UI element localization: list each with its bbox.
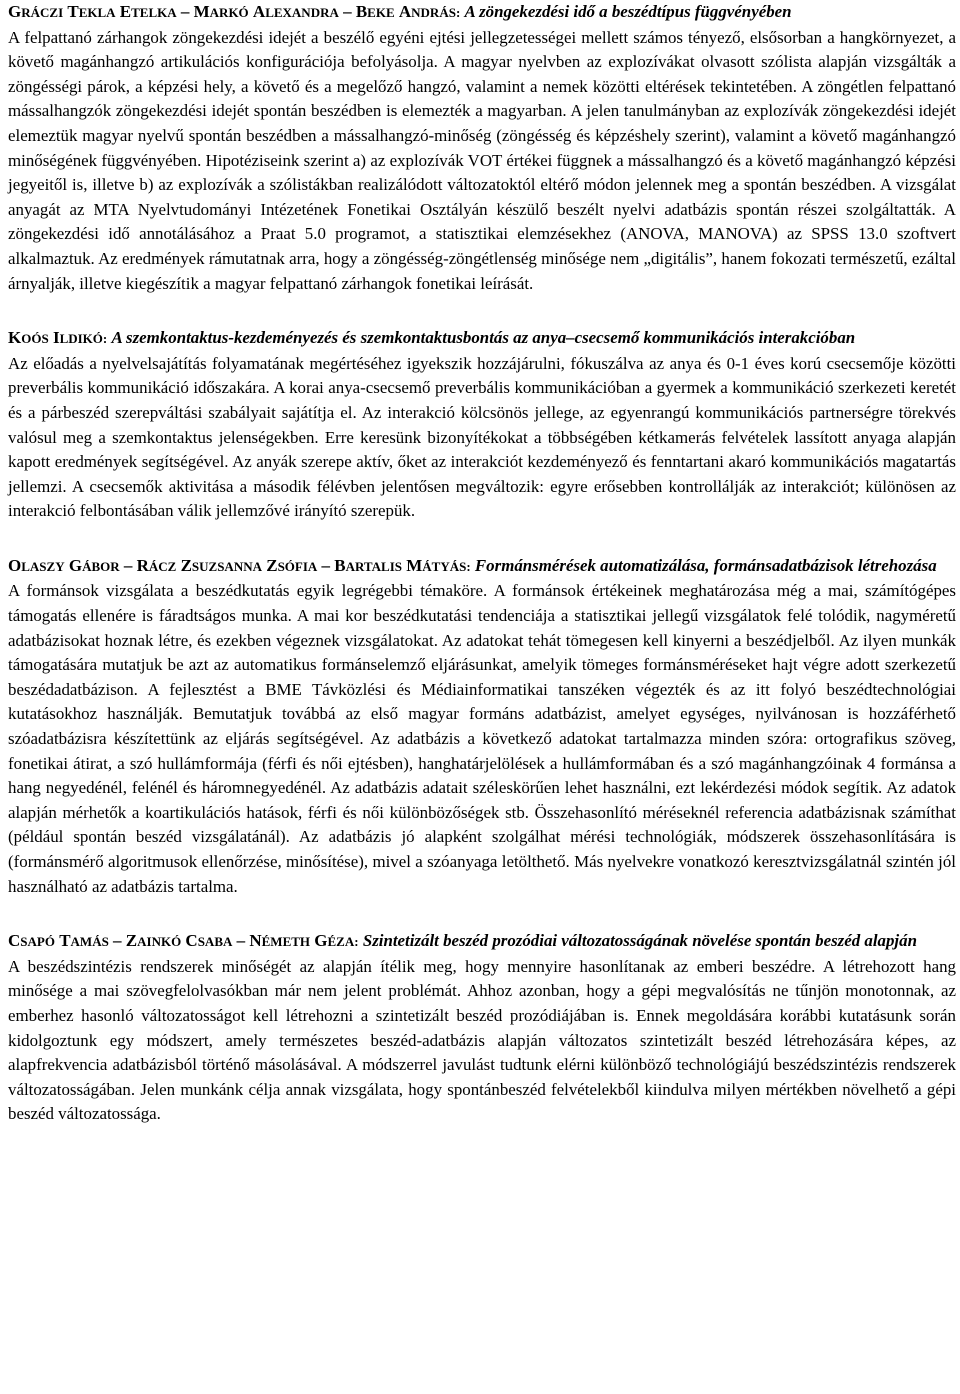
- abstract-heading: [8, 554, 956, 580]
- abstract-title: A szemkontaktus-kezdeményezés és szemkontaktusbontás az anya–csecsemő kommunikációs interakcióban: [111, 328, 856, 348]
- authors-line: KOÓS ILDIKÓ:: [8, 328, 108, 348]
- authors-line: OLASZY GÁBOR – RÁCZ ZSUZSANNA ZSÓFIA – BARTALIS MÁTYÁS:: [8, 555, 471, 575]
- abstract-3: [8, 929, 956, 1127]
- abstract-2: [8, 554, 956, 899]
- abstract-1: [8, 326, 956, 524]
- abstract-body: Az előadás a nyelvelsajátítás folyamatának megértéséhez igyekszik hozzájárulni, fókuszálva az anya és 0-1 éves korú csecsemője közötti preverbális kommunikáció időszakára. A korai anya-csecsemő preverbális kommunikációban a gyermek a kommunikáció szerkezeti keretét és a párbeszéd szerepváltási szabályait sajátítja el. Az interakció kölcsönös jellege, az egyenrangú kommunikációs partnerségre törekvés valósul meg a szemkontaktus jelenségekben. Erre keresünk bizonyítékokat a többségében kétkamerás felvételek lassított anyaga alapján kapott eredmények segítségével. Az anyák szerepe aktív, őket az interakciót kezdeményező és fenntartani akaró kommunikációs magatartás jellemzi. A csecsemők aktivitása a második félévben jelentősen megváltozik: egyre erősebben kontrollálják az interakciót; különösen az interakció felbontásában válik jellemzővé irányító szerepük.: [8, 353, 956, 521]
- abstract-heading: [8, 929, 956, 955]
- document-page: [8, 0, 956, 1127]
- abstract-body: A formánsok vizsgálata a beszédkutatás egyik legrégebbi témaköre. A formánsok értékeinek meghatározása még a mai, számítógépes támogatás ellenére is fáradtságos munka. A mai kor beszédkutatási tendenciája a statisztikai jellegű vizsgálatok felé tolódik, nagyméretű adatbázisokat hoznak létre, és ezekben végeznek vizsgálatokat. Az adatokat tehát tömegesen kell kinyerni a beszédjelből. Az ilyen munkák támogatására mutatjuk be azt az automatikus formánselemző eljárásunkat, amelyik tömeges formánsméréseket hajt végre adott szerkezetű beszédadatbázison. A fejlesztést a BME Távközlési és Médiainformatikai tanszéken végezték és az itt folyó beszédtechnológiai kutatásokhoz használják. Bemutatjuk továbbá az első magyar formáns adatbázist, amelyet egységes, nyilvánosan is hozzáférhető szóadatbázisra készítettünk az eljárás segítségével. Az adatbázis a következő adatokat tartalmazza minden szóra: ortografikus szöveg, fonetikai átirat, a szó hullámformája (férfi és női ejtésben), hanghatárjelölések a hullámformában és a szó magánhangzóinak 4 formánsa a hang negyedénél, felénél és háromnegyedénél. Az adatbázis adatait széleskörűen lehet használni, ezt lekérdezési módok segítik. Az adatok alapján mérhetők a koartikulációs hatások, férfi és női különbözőségek stb. Összehasonlító méréseknél referencia adatbázisnak számíthat (például spontán beszéd vizsgálatánál). Az adatbázis jó alapként szolgálhat mérési technológiák, módszerek összehasonlítására is (formánsmérő algoritmusok ellenőrzése, minősítése), mivel a szóanyaga letölthető. Más nyelvekre vonatkozó keresztvizsgálatnál szintén jól használható az adatbázis tartalma.: [8, 581, 956, 896]
- abstract-heading: [8, 326, 956, 352]
- abstract-heading: [8, 0, 956, 26]
- abstract-body: A beszédszintézis rendszerek minőségét az alapján ítélik meg, hogy mennyire hasonlítanak az emberi beszédre. A létrehozott hang minősége a mai szövegfelolvasókban már nem jelent problémát. Ahhoz azonban, hogy a gépi megvalósítás ne tűnjön monotonnak, az emberhez hasonló változatosságot kell létrehozni a szintetizált beszéd prozódiájában is. Ennek megoldására korábbi kutatásunk során kidolgoztunk egy módszert, amely természetes beszéd-adatbázis alapján változatos szintetizált beszéd létrehozására képes, az alapfrekvencia adatbázisból történő másolásával. A módszerrel javulást tudtunk elérni különböző technológiájú beszédszintézis rendszerek változatosságában. Jelen munkánk célja annak vizsgálata, hogy spontánbeszéd felvételekből kiindulva milyen mértékben növelhető a gépi beszéd változatossága.: [8, 956, 956, 1124]
- abstract-title: A zöngekezdési idő a beszédtípus függvényében: [464, 2, 792, 21]
- authors-line: CSAPÓ TAMÁS – ZAINKÓ CSABA – NÉMETH GÉZA:: [8, 931, 359, 951]
- abstract-body: A felpattanó zárhangok zöngekezdési idejét a beszélő egyéni ejtési jellegzetességei mellett számos tényező, elsősorban a hangkörnyezet, a követő magánhangzó artikulációs konfigurációja befolyásolja. A magyar nyelvben az explozívákat olvasott szólista alapján vizsgálták a zöngésségi párok, a képzési hely, a követő és a megelőző hangzó, valamint a nemek közötti eltérések tekintetében. A zöngétlen felpattanó mássalhangzók zöngekezdési idejét spontán beszédben is elemezték a magyarban. A jelen tanulmányban az explozívák zöngekezdési idejét elemeztük magyar nyelvű spontán beszédben a mássalhangzó-minőség (zöngésség és képzéshely szerint), valamint a követő magánhangzó minőségének függvényében. Hipotéziseink szerint a) az explozívák VOT értékei függnek a mássalhangzó és a követő magánhangzó képzési jegyeitől is, illetve b) az explozívák a szólistákban realizálódott változatoktól eltérő módon jelennek meg a spontán beszédben. A vizsgálat anyagát az MTA Nyelvtudományi Intézetének Fonetikai Osztályán készülő beszélt nyelvi adatbázis spontán részei szolgáltatták. A zöngekezdési idő annotálásához a Praat 5.0 programot, a statisztikai elemzésekhez (ANOVA, MANOVA) az SPSS 13.0 szoftvert alkalmaztuk. Az eredmények rámutatnak arra, hogy a zöngésség-zöngétlenség minősége nem „digitális”, hanem fokozati természetű, ezáltal árnyalják, illetve kiegészítik a magyar felpattanó zárhangok fonetikai leírását.: [8, 27, 956, 293]
- abstract-0: [8, 0, 956, 296]
- abstract-title: Szintetizált beszéd prozódiai változatosságának növelése spontán beszéd alapján: [362, 931, 917, 951]
- authors-line: GRÁCZI TEKLA ETELKA – MARKÓ ALEXANDRA – BEKE ANDRÁS:: [8, 2, 461, 21]
- abstract-title: Formánsmérések automatizálása, formánsadatbázisok létrehozása: [474, 555, 937, 575]
